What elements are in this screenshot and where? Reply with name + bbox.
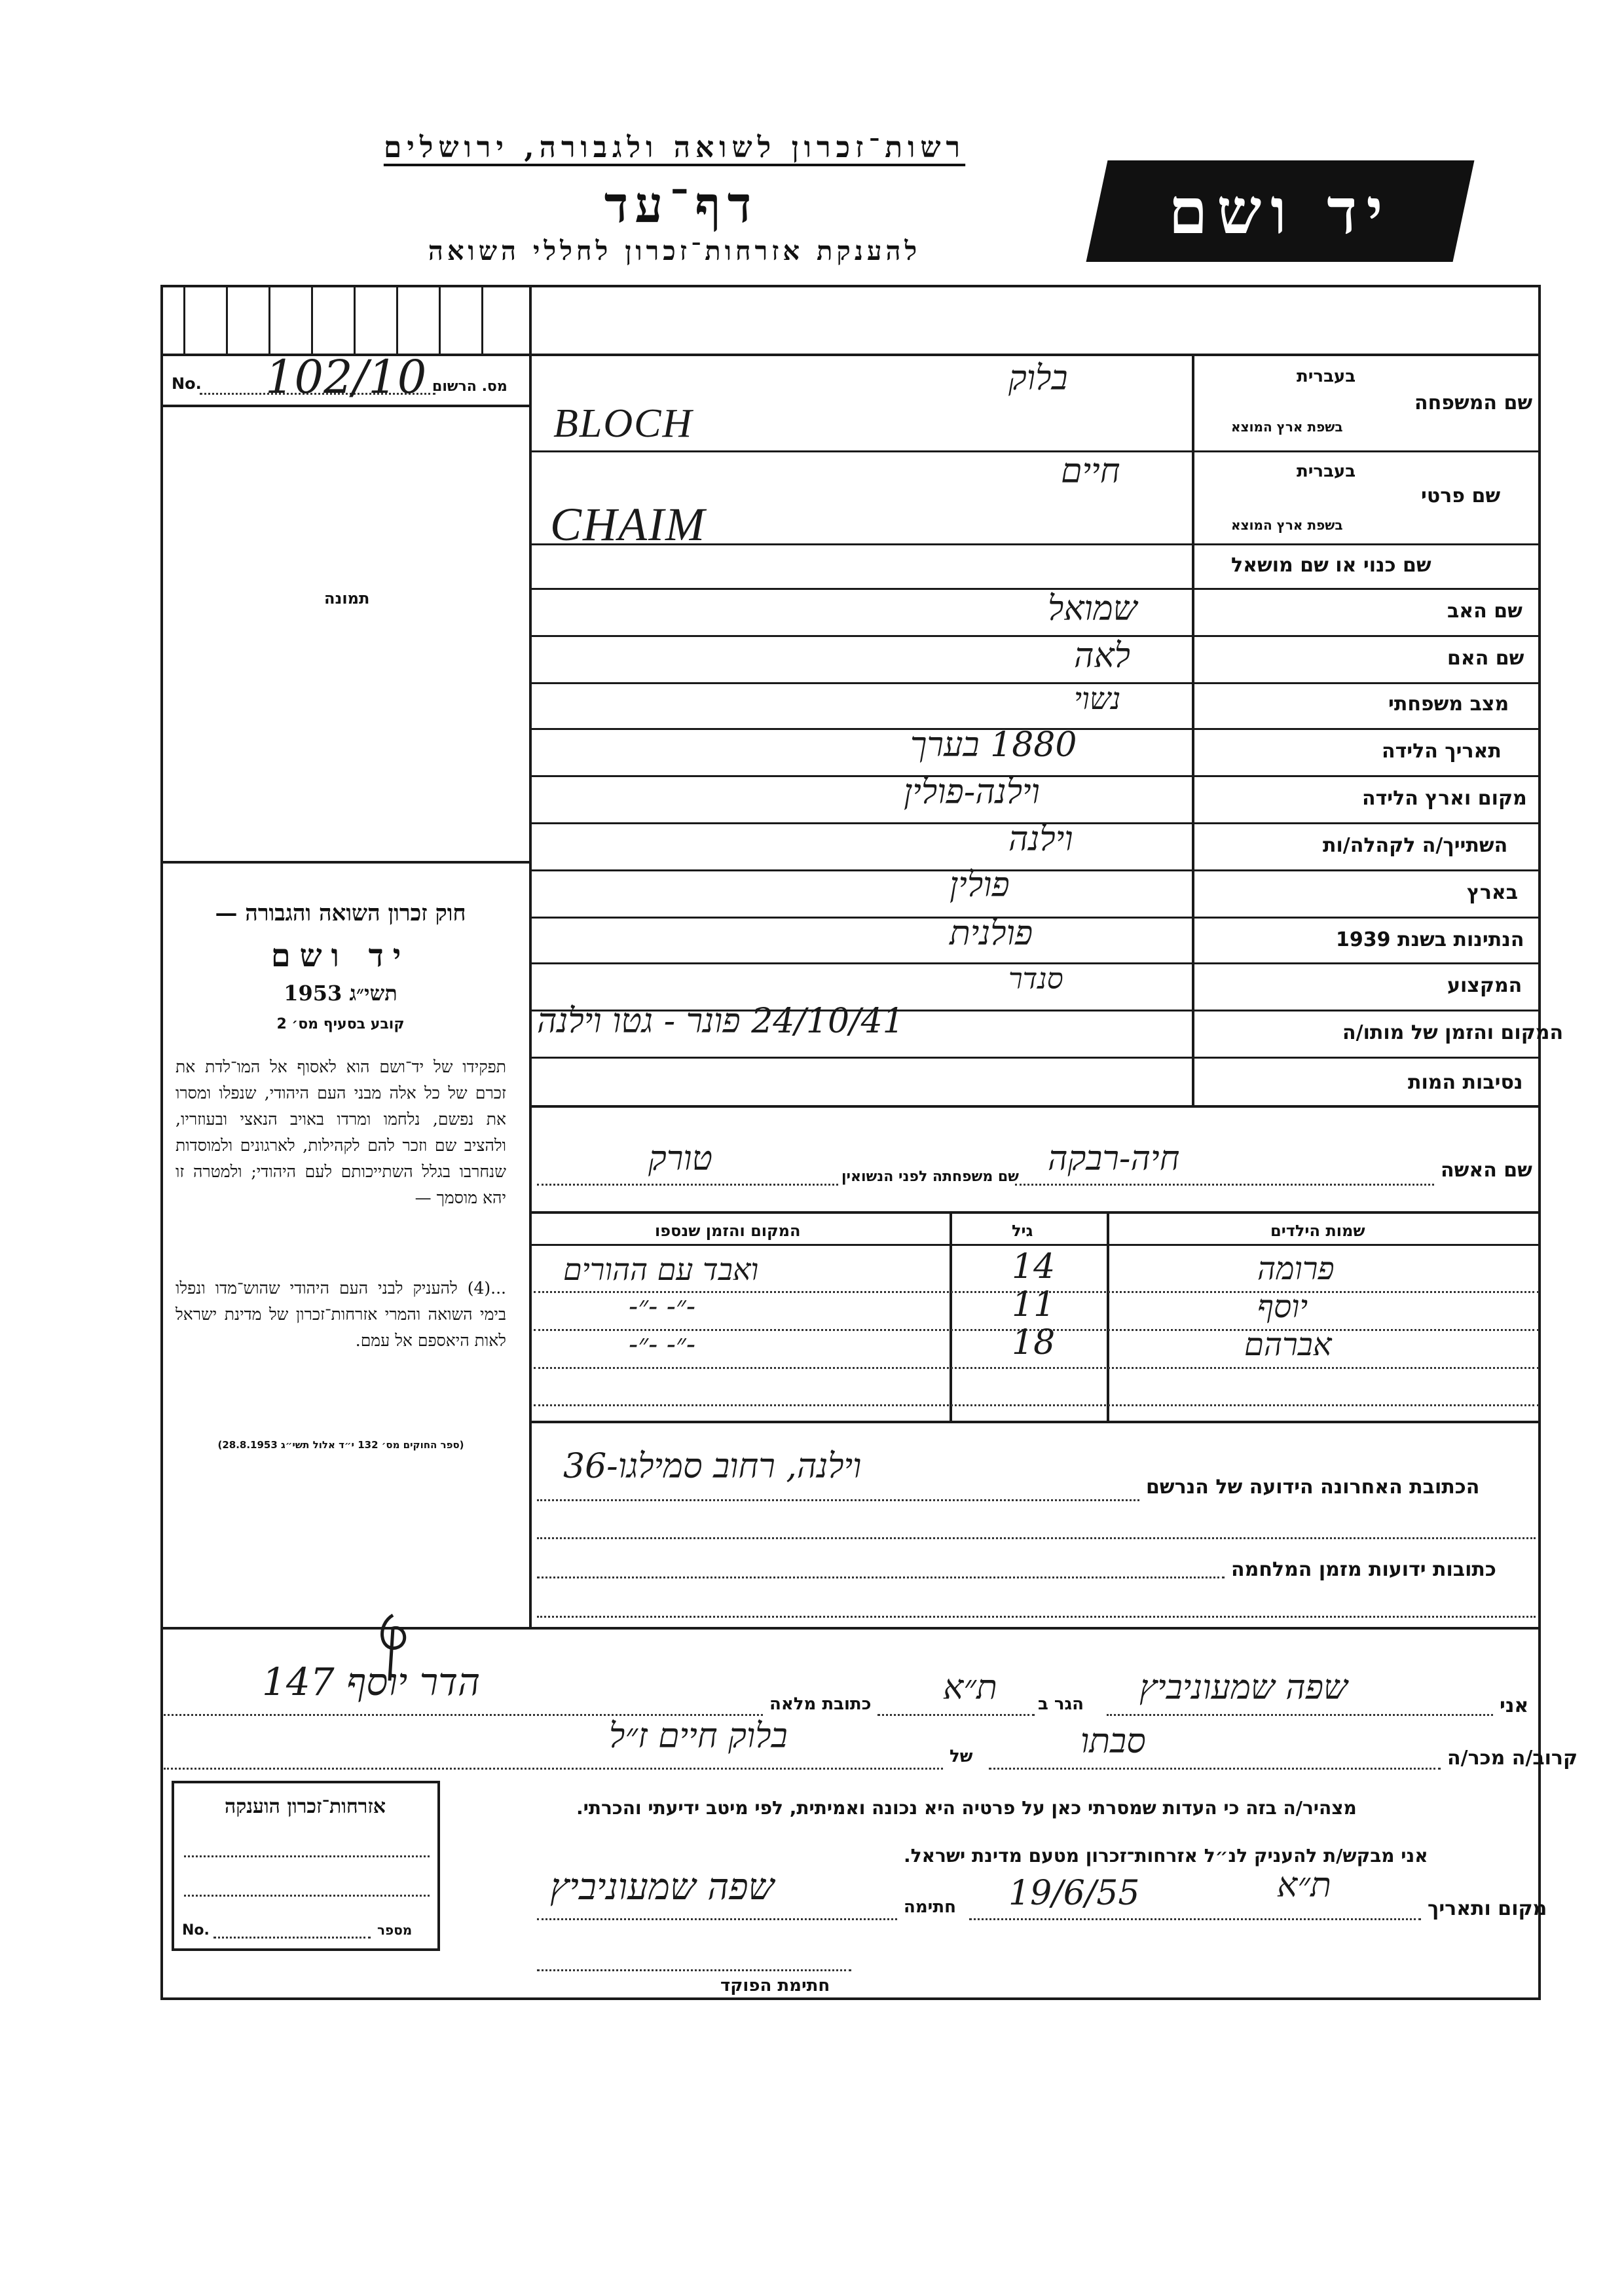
family-name-local: BLOCH bbox=[553, 401, 693, 446]
registration-no-label-he: מס. הרשום bbox=[432, 378, 507, 395]
family-name-sub-he: בעברית bbox=[1297, 367, 1356, 386]
wife-maiden-label: שם משפחתה לפני הנשואין bbox=[841, 1169, 1019, 1185]
child-place: -״- -״- bbox=[629, 1328, 696, 1360]
officer-signature-label: חתימת הפוקד bbox=[720, 1976, 830, 1995]
mother-label: שם האם bbox=[1447, 647, 1524, 670]
occupation-label: המקצוע bbox=[1447, 974, 1522, 997]
birth-place-value: וילנה-פולין bbox=[904, 773, 1040, 812]
resides-label: הגר ב bbox=[1038, 1694, 1084, 1714]
signature-label: חתימה bbox=[904, 1897, 956, 1917]
declaration-place: ת״א bbox=[1277, 1866, 1331, 1905]
full-address-value: הדר יוסף 147 bbox=[262, 1660, 481, 1704]
death-value: 24/10/41 פונר - גטו וילנה bbox=[537, 1002, 904, 1041]
child-name: יוסף bbox=[1257, 1288, 1308, 1325]
wife-label: שם האשה bbox=[1441, 1159, 1532, 1182]
wife-maiden-value: טורק bbox=[648, 1139, 713, 1178]
registration-no-value: 102/10 bbox=[265, 350, 427, 404]
father-label: שם האב bbox=[1447, 600, 1522, 623]
citizenship-1939-label: הנתינות בשנת 1939 bbox=[1336, 928, 1524, 951]
relation-label: קרוב/ה מכר/ה bbox=[1447, 1747, 1578, 1770]
birth-place-label: מקום וארץ הלידה bbox=[1362, 787, 1527, 810]
of-label: של bbox=[950, 1747, 973, 1766]
last-address-label: הכתובת האחרונה הידועה של הנרשם bbox=[1146, 1476, 1480, 1499]
family-name-sub-local: בשפת ארץ המוצא bbox=[1231, 419, 1343, 435]
father-value: שמואל bbox=[1048, 589, 1137, 629]
community-value: וילנה bbox=[1008, 820, 1073, 859]
first-name-sub-he: בעברית bbox=[1297, 462, 1356, 481]
declaration-statement: מצהיר/ה בזה כי העדות שמסרתי כאן על פרטיה היא נכונה ואמיתית, לפי מיטב ידיעתי והכרתי. bbox=[576, 1797, 1357, 1819]
declarant-i-label: אני bbox=[1500, 1694, 1529, 1717]
registration-no-label: No. bbox=[172, 374, 202, 393]
child-name: אברהם bbox=[1244, 1326, 1332, 1363]
citizenship-granted-box bbox=[172, 1781, 440, 1951]
war-addresses-label: כתובות ידועות מזמן המלחמה bbox=[1231, 1558, 1496, 1581]
law-body: תפקידו של יד־ושם הוא לאסוף אל המו־לדת את זכרם של כל אלה מבני העם היהודי, שנפלו ומסרו את נפשם, נלחמו ומרדו באויב הנאצי ובעוזריו, ולהציב שם וזכר להם לקהילות, לארגונים ולמוסדות שנחרבו בגלל השתייכותם לעם היהודי; ולמטרה זו יהא מוסמך — bbox=[175, 1057, 506, 1207]
address-scribble-icon bbox=[370, 1612, 416, 1686]
authority-title: רשות־זכרון לשואה ולגבורה, ירושלים bbox=[383, 131, 966, 164]
citizenship-no-label-he: מספר bbox=[377, 1922, 413, 1938]
children-header-place: המקום והזמן שנספו bbox=[655, 1222, 801, 1240]
first-name-hebrew: חיים bbox=[1061, 452, 1120, 491]
declaration-date: 19/6/55 bbox=[1008, 1874, 1140, 1913]
death-cause-label: נסיבות המות bbox=[1408, 1071, 1523, 1094]
child-age: 14 bbox=[1012, 1247, 1056, 1286]
of-value: בלוק חיים ז״ל bbox=[609, 1717, 788, 1756]
law-clause: קובע בסעיף מס׳ 2 bbox=[276, 1016, 405, 1032]
children-header-names: שמות הילדים bbox=[1270, 1222, 1365, 1240]
child-name: פרומה bbox=[1257, 1250, 1335, 1287]
law-reference: (ספר החוקים מס׳ 132 י״ד אלול תשי״ג 28.8.1953) bbox=[217, 1439, 464, 1451]
declaration-request: אני מבקש/ת להעניק לנ״ל אזרחות־זכרון מטעם מדינת ישראל. bbox=[904, 1845, 1428, 1867]
nickname-label: שם כנוי או שם מושאל bbox=[1231, 554, 1431, 577]
resides-value: ת״א bbox=[943, 1668, 997, 1707]
wife-value: חיה-רבקה bbox=[1048, 1139, 1180, 1178]
full-address-label: כתובת מלאה bbox=[769, 1694, 872, 1714]
law-item-4: ...(4) להעניק לבני העם היהודי שהוש־מדו ונפלו בימי השואה והמרי אזרחות־זכרון של מדינת ישראל לאות היאספם אל עמם. bbox=[175, 1279, 506, 1350]
page-title: דף־עד bbox=[604, 175, 758, 234]
yad-vashem-logo bbox=[1086, 160, 1475, 262]
declarant-name: שפה שמעוניביץ bbox=[1139, 1668, 1348, 1707]
law-year: תשי״ג 1953 bbox=[284, 981, 397, 1006]
birth-date-label: תאריך הלידה bbox=[1382, 740, 1502, 763]
citizenship-box-title: אזרחות־זכרון הוענקה bbox=[224, 1795, 386, 1818]
community-label: השתייך/ה לקהלה/ות bbox=[1323, 834, 1508, 857]
country-value: פולין bbox=[950, 866, 1010, 905]
signature-handwritten: שפה שמעוניביץ bbox=[550, 1866, 775, 1908]
photo-label: תמונה bbox=[324, 589, 370, 608]
first-name-sub-local: בשפת ארץ המוצא bbox=[1231, 517, 1343, 533]
marital-value: נשוי bbox=[1074, 681, 1121, 716]
first-name-local: CHAIM bbox=[550, 498, 706, 551]
country-label: בארץ bbox=[1467, 881, 1519, 904]
family-name-hebrew: בלוק bbox=[1008, 359, 1068, 398]
death-label: המקום והזמן של מותו/ה bbox=[1342, 1021, 1564, 1044]
child-age: 11 bbox=[1012, 1285, 1056, 1324]
page-subtitle: להענקת אזרחות־זכרון לחללי השואה bbox=[428, 236, 921, 266]
occupation-value: סנדר bbox=[1008, 962, 1063, 996]
child-age: 18 bbox=[1012, 1323, 1056, 1362]
logo-text: יד ושם bbox=[1168, 174, 1392, 248]
children-header-age: גיל bbox=[1012, 1222, 1033, 1240]
place-date-label: מקום ותאריך bbox=[1428, 1897, 1547, 1920]
marital-label: מצב משפחתי bbox=[1388, 693, 1509, 716]
first-name-label: שם פרטי bbox=[1421, 484, 1501, 507]
last-address-value: וילנה, רחוב סמילגו-36 bbox=[563, 1447, 862, 1486]
child-place: ואבד עם ההורים bbox=[563, 1252, 759, 1287]
family-name-label: שם המשפחה bbox=[1414, 392, 1533, 414]
mother-value: לאה bbox=[1074, 636, 1130, 676]
law-title: חוק זכרון השואה והגבורה — bbox=[215, 900, 466, 926]
law-name: יד ושם bbox=[270, 938, 411, 974]
child-place: -״- -״- bbox=[629, 1290, 696, 1322]
citizenship-no-label: No. bbox=[182, 1922, 210, 1939]
birth-date-value: 1880 בערך bbox=[910, 725, 1077, 765]
relation-value: סבתו bbox=[1080, 1722, 1146, 1761]
citizenship-1939-value: פולנית bbox=[950, 914, 1033, 953]
